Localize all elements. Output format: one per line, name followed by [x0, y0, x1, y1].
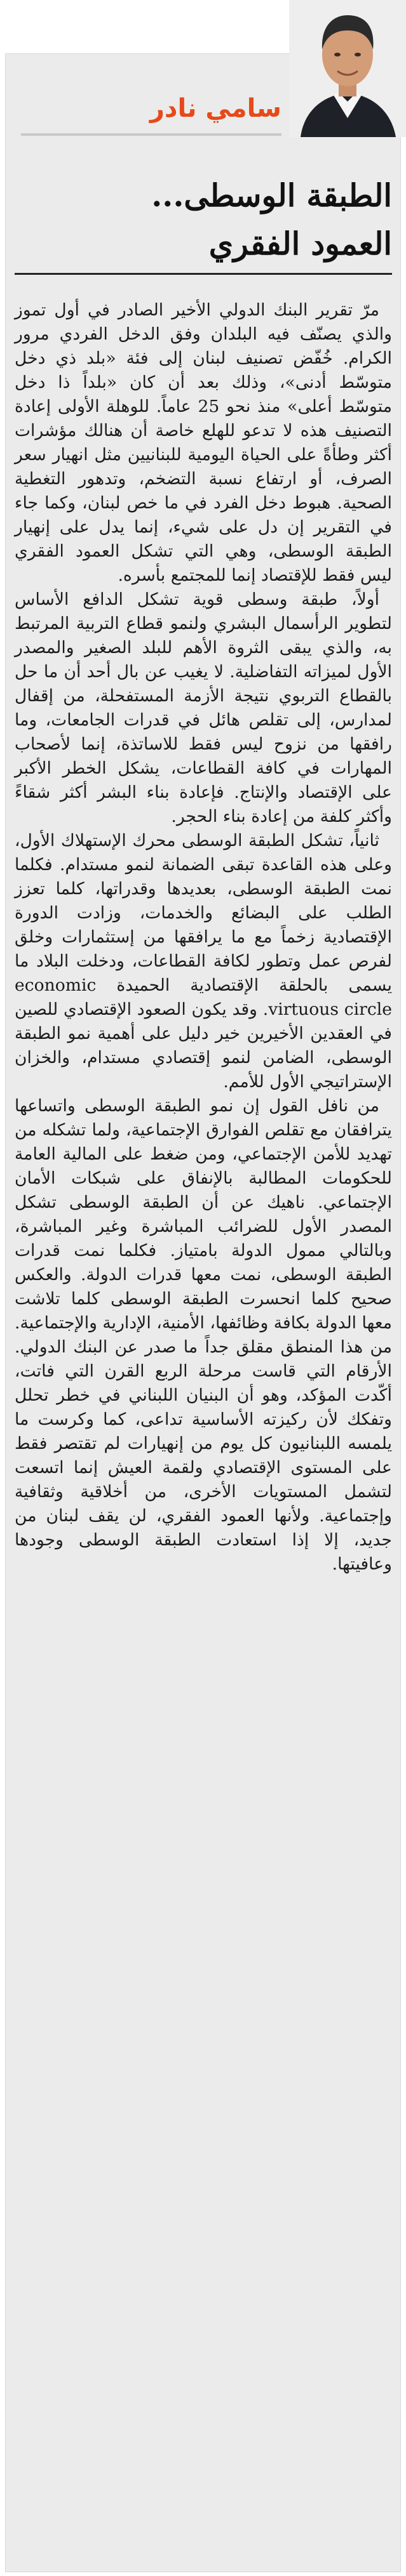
article-body — [15, 298, 392, 1576]
article-title-line-1: الطبقة الوسطى... — [151, 177, 392, 214]
author-portrait-image — [289, 0, 406, 137]
article-paragraph-2: أولاً، طبقة وسطى قوية تشكل الدافع الأساس لتطوير الرأسمال البشري ولنمو قطاع التربية المرتبط به، والذي يبقى الثروة الأهم للبلد الصغير والمصدر الأول لميزاته التفاضلية. لا يغيب عن بال أحد أن ما حل بالقطاع التربوي نتيجة الأزمة المستفحلة، من إقفال لمدارس، إلى تقلص هائل في قدرات الجامعات، وما رافقها من نزوح ليس فقط للاساتذة، إنما لأصحاب المهارات في كافة القطاعات، يشكل الخطر الأكبر على الإقتصاد والإنتاج. فإعادة بناء البشر أكثر شقاءً وأكثر كلفة من إعادة بناء الحجر. — [15, 590, 392, 826]
article-paragraph-1: مرّ تقرير البنك الدولي الأخير الصادر في أول تموز والذي يصنّف فيه البلدان وفق الدخل الفردي مرور الكرام. خُفّض تصنيف لبنان إلى فئة «بلد ذي دخل متوسّط أدنى»، وذلك بعد أن كان «بلداً ذا دخل متوسّط أعلى» منذ نحو 25 عاماً. للوهلة الأولى إعادة التصنيف هذه لا تدعو للهلع خاصة أن هنالك مؤشرات أكثر وطأةً على الحياة اليومية للبنانيين مثل انهيار سعر الصرف، أو ارتفاع نسبة التضخم، وتدهور التغطية الصحية. هبوط دخل الفرد في ما خص لبنان، وكما جاء في التقرير إن دل على شيء، إنما يدل على إنهيار الطبقة الوسطى، وهي التي تشكل العمود الفقري ليس فقط للإقتصاد إنما للمجتمع بأسره. — [15, 300, 392, 585]
article-title — [17, 171, 392, 268]
article-paragraph-4: من نافل القول إن نمو الطبقة الوسطى واتساعها يترافقان مع تقلص الفوارق الإجتماعية، ولما تشكله من تهديد للأمن الإجتماعي، ومن ضغط على المالية العامة للحكومات المطالبة بالإنفاق على شبكات الأمان الإجتماعي. ناهيك عن أن الطبقة الوسطى تشكل المصدر الأول للضرائب المباشرة وغير المباشرة، وبالتالي ممول الدولة بامتياز. فكلما نمت قدرات الطبقة الوسطى، نمت معها قدرات الدولة. والعكس صحيح كلما انحسرت الطبقة الوسطى كلما تلاشت معها الدولة بكافة وظائفها، الأمنية، الإدارية والإجتماعية. من هذا المنطق مقلق جداً ما صدر عن البنك الدولي. الأرقام التي قاست مرحلة الربع القرن التي فاتت، أكّدت المؤكد، وهو أن البنيان اللبناني في خطر تحلل وتفكك لأن ركيزته الأساسية تداعى، كما وكرست ما يلمسه اللبنانيون كل يوم من إنهيارات لم تقتصر فقط على المستوى الإقتصادي ولقمة العيش إنما اتسعت لتشمل المستويات الأخرى، من أخلاقية وثقافية وإجتماعية. ولأنها العمود الفقري، لن يقف لبنان من جديد، إلا إذا استعادت الطبقة الوسطى وجودها وعافيتها. — [15, 1096, 392, 1574]
author-divider — [21, 133, 281, 136]
article-title-line-2: العمود الفقري — [208, 225, 392, 262]
author-photo — [289, 0, 406, 137]
title-divider — [15, 273, 392, 275]
author-name: سامي نادر — [149, 94, 281, 123]
article-paragraph-3: ثانياً، تشكل الطبقة الوسطى محرك الإستهلاك الأول، وعلى هذه القاعدة تبقى الضمانة لنمو مستدام. فكلما نمت الطبقة الوسطى، بعديدها وقدراتها، كلما تعزز الطلب على البضائع والخدمات، وزادت الدورة الإقتصادية زخماً مع ما يرافقها من إستثمارات وخلق لفرص عمل وتطور لكافة القطاعات، ودخلت البلاد ما يسمى بالحلقة الإقتصادية الحميدة economic virtuous circle. وقد يكون الصعود الإقتصادي للصين في العقدين الأخيرين خير دليل على أهمية نمو الطبقة الوسطى، الضامن لنمو إقتصادي مستدام، والخزان الإستراتيجي الأول للأمم. — [15, 831, 392, 1092]
